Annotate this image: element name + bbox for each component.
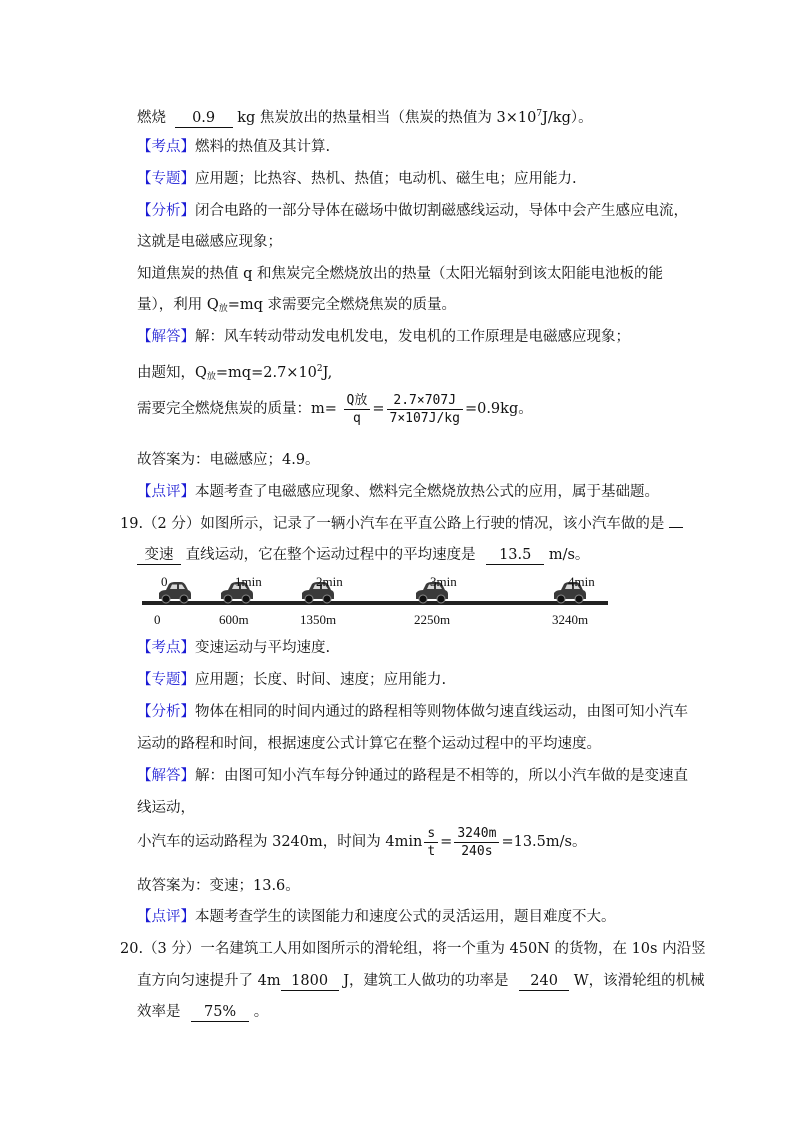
distance-label: 600m [219,612,249,627]
time-label: 3min [430,574,457,589]
q18-fenxi-2: 这就是电磁感应现象； [137,234,282,250]
q18-fenxi-4: 量），利用 $Q_放=mq$ 求需要完全燃烧焦炭的质量。 [137,297,457,314]
q19-stem-1: 19.（2 分）如图所示，记录了一辆小汽车在平直公路上行驶的情况，该小汽车做的是 [120,514,683,534]
q18-fenxi: 【分析】闭合电路的一部分导体在磁场中做切割磁感线运动，导体中会产生感应电流， [137,203,688,219]
q20-blank-work: 1800 [281,972,339,991]
q18-dianping: 【点评】本题考查了电磁感应现象、燃料完全燃烧放热公式的应用，属于基础题。 [137,484,659,500]
q19-blank-speed: 13.5 [486,546,544,565]
road-line [142,601,608,605]
q18-answer: 故答案为：电磁感应；4.9。 [137,452,320,468]
q18-fenxi-3: 知道焦炭的热值 q 和焦炭完全燃烧放出的热量（太阳光辐射到该太阳能电池板的能 [137,266,663,282]
q19-jieda: 【解答】解：由图可知小汽车每分钟通过的路程是不相等的，所以小汽车做的是变速直 [137,768,688,784]
q19-blank-motion: 变速 [137,546,181,565]
distance-label: 0 [154,612,161,627]
q18-fraction-formula: $\frac{\text{Q放}}{q}$ [344,392,371,427]
q18-jieda-2: 由题知，$Q_放=mq=2.7\times 10^2J$, [137,364,333,382]
time-label: 0 [161,574,168,589]
q20-stem-2: 直方向匀速提升了 4m 1800 J，建筑工人做功的功率是 240 W，该滑轮组的机械 [137,973,705,989]
time-label: 1min [235,574,262,589]
q18-jieda: 【解答】解：风车转动带动发电机发电，发电机的工作原理是电磁感应现象； [137,329,630,345]
q19-stem-2: 变速 直线运动，它在整个运动过程中的平均速度是 13.5 m/s。 [137,545,589,565]
q19-zhuanti: 【专题】应用题；长度、时间、速度；应用能力. [137,672,447,688]
q20-blank-efficiency: 75% [191,1003,249,1022]
q19-fraction-values: $\frac{3240m}{240s}$ [454,825,499,860]
q18-fraction-values: $\frac{2.7\times 707J}{7\times 107J/kg}$ [387,392,463,427]
q18-jieda-3: 需要完全燃烧焦炭的质量：m= $\frac{\text{Q放}}{q}$ = $\frac{2.7\times 707J}{7\times 107J/kg}$ =0.9kg。 [137,392,533,426]
q18-line-burn: 燃烧 0.9 kg 焦炭放出的热量相当（焦炭的热值为 $3\times 10^7J/kg$）。 [137,109,593,126]
q20-stem-3: 效率是 75% 。 [137,1004,269,1020]
q19-fraction-formula: $\frac{s}{t}$ [424,825,438,860]
q18-kaodian: 【考点】燃料的热值及其计算. [137,139,331,155]
distance-label: 2250m [414,612,451,627]
q19-blank-1-start [669,527,683,528]
distance-label: 3240m [552,612,589,627]
q19-kaodian: 【考点】变速运动与平均速度. [137,640,331,656]
time-label: 2min [316,574,343,589]
q20-blank-power: 240 [519,972,569,991]
q19-jieda-3: 小汽车的运动路程为 3240m，时间为 4min $\frac{s}{t}$ = $\frac{3240m}{240s}$ =13.5m/s。 [137,825,587,859]
q19-answer: 故答案为：变速；13.6。 [137,878,300,894]
q19-jieda-2: 线运动， [137,800,195,816]
q19-fenxi-2: 运动的路程和时间，根据速度公式计算它在整个运动过程中的平均速度。 [137,736,601,752]
q19-fenxi: 【分析】物体在相同的时间内通过的路程相等则物体做匀速直线运动，由图可知小汽车 [137,704,688,720]
time-label: 4min [568,574,595,589]
q19-road-figure [140,572,610,630]
q20-stem-1: 20.（3 分）一名建筑工人用如图所示的滑轮组，将一个重为 450N 的货物，在 10s 内沿竖 [120,941,706,957]
q18-zhuanti: 【专题】应用题；比热容、热机、热值；电动机、磁生电；应用能力. [137,171,577,187]
q19-dianping: 【点评】本题考查学生的读图能力和速度公式的灵活运用，题目难度不大。 [137,909,616,925]
q18-blank-mass: 0.9 [175,109,233,128]
distance-label: 1350m [300,612,337,627]
